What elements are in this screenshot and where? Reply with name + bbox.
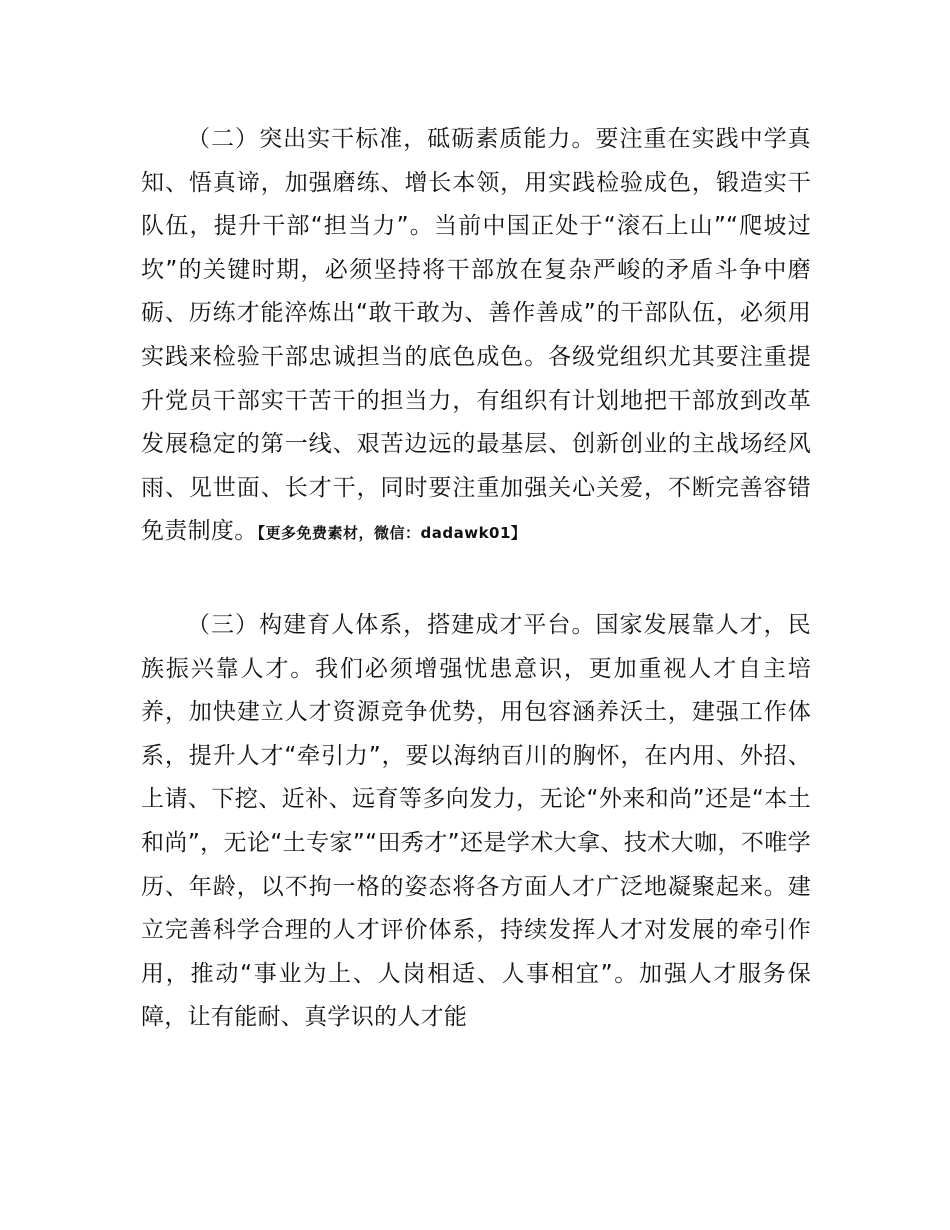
paragraph-section-three-text: （三）构建育人体系，搭建成才平台。国家发展靠人才，民族振兴靠人才。我们必须增强忧患意识，更加重视人才自主培养，加快建立人才资源竞争优势，用包容涵养沃土，建强工作体系，提升人才“牵引力”，要以海纳百川的胸怀，在内用、外招、上请、下挖、近补、远育等多向发力，无论“外来和尚”还是“本土和尚”，无论“土专家”“田秀才”还是学术大拿、技术大咖，不唯学历、年龄，以不拘一格的姿态将各方面人才广泛地凝聚起来。建立完善科学合理的人才评价体系，持续发挥人才对发展的牵引作用，推动“事业为上、人岗相适、人事相宜”。加强人才服务保障，让有能耐、真学识的人才能 xyxy=(141,612,811,1031)
promo-note: 【更多免费素材，微信：dadawk01】 xyxy=(257,524,527,543)
paragraph-section-two-text: （二）突出实干标准，砥砺素质能力。要注重在实践中学真知、悟真谛，加强磨练、增长本领，用实践检验成色，锻造实干队伍，提升干部“担当力”。当前中国正处于“滚石上山”“爬坡过坎”的关键时期，必须坚持将干部放在复杂严峻的矛盾斗争中磨砺、历练才能淬炼出“敢干敢为、善作善成”的干部队伍，必须用实践来检验干部忠诚担当的底色成色。各级党组织尤其要注重提升党员干部实干苦干的担当力，有组织有计划地把干部放到改革发展稳定的第一线、艰苦边远的最基层、创新创业的主战场经风雨、见世面、长才干，同时要注重加强关心关爱，不断完善容错免责制度。 xyxy=(141,126,811,545)
paragraph-section-three xyxy=(141,604,811,1040)
paragraph-section-two xyxy=(141,118,811,556)
